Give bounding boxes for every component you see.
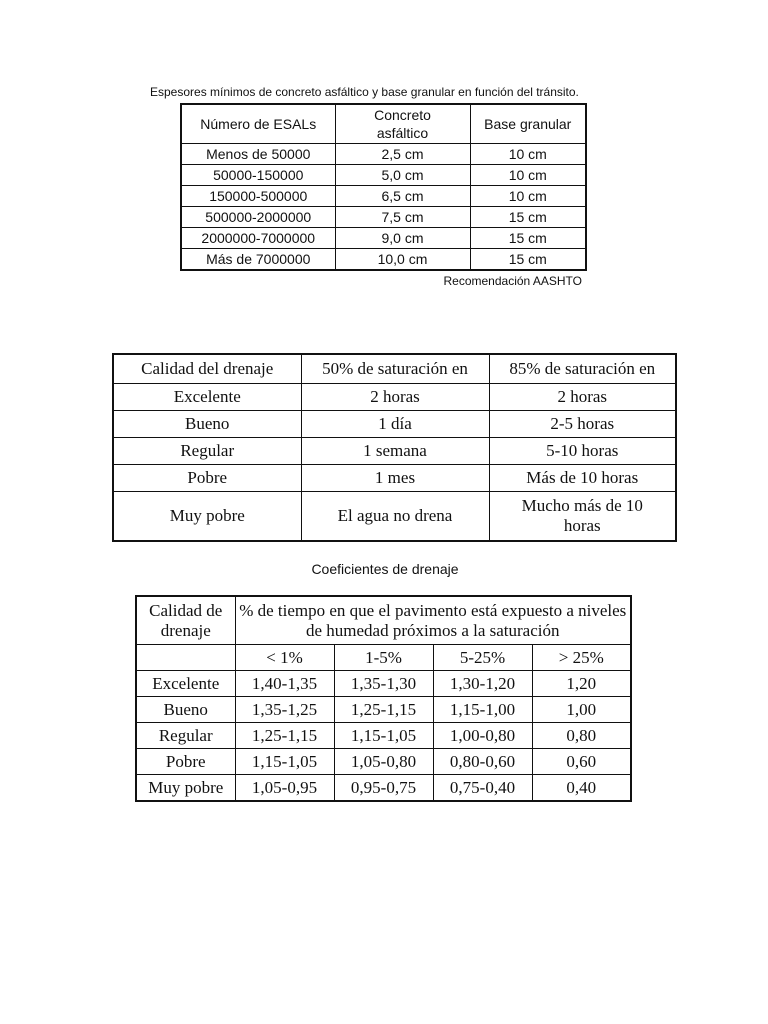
table-cell: Pobre	[113, 465, 301, 492]
table-cell: 0,75-0,40	[433, 775, 532, 802]
table-cell: 2,5 cm	[335, 144, 470, 165]
table-cell: 7,5 cm	[335, 207, 470, 228]
table-cell: 10 cm	[470, 144, 586, 165]
table-cell: 0,80	[532, 723, 631, 749]
table-header-row	[181, 104, 586, 144]
table-cell: Regular	[136, 723, 235, 749]
table-cell: Más de 10 horas	[489, 465, 676, 492]
table-cell: Excelente	[136, 671, 235, 697]
table-cell: El agua no drena	[301, 492, 489, 542]
table-row	[113, 411, 676, 438]
table-cell: 2 horas	[489, 384, 676, 411]
table-cell: 15 cm	[470, 228, 586, 249]
table-cell: 1,00-0,80	[433, 723, 532, 749]
table-cell: 50000-150000	[181, 165, 335, 186]
table-cell: 5,0 cm	[335, 165, 470, 186]
table-header-row	[136, 596, 631, 645]
table-cell: 1,35-1,25	[235, 697, 334, 723]
table-cell: Menos de 50000	[181, 144, 335, 165]
table-cell: 6,5 cm	[335, 186, 470, 207]
table-row	[181, 228, 586, 249]
table-row	[136, 775, 631, 802]
table-cell: 1,05-0,80	[334, 749, 433, 775]
header-cell: Concreto asfáltico	[335, 104, 470, 144]
table-cell: Regular	[113, 438, 301, 465]
header-cell: 85% de saturación en	[489, 354, 676, 384]
table-cell: Bueno	[136, 697, 235, 723]
esal-thickness-table	[180, 103, 587, 271]
table-row	[113, 384, 676, 411]
subheader-cell: 5-25%	[433, 645, 532, 671]
table-cell: 1,40-1,35	[235, 671, 334, 697]
table-row	[181, 165, 586, 186]
table-cell: 10 cm	[470, 186, 586, 207]
esal-table-caption: Espesores mínimos de concreto asfáltico y base granular en función del tránsito.	[150, 85, 579, 99]
table-cell: 2-5 horas	[489, 411, 676, 438]
table-cell: Excelente	[113, 384, 301, 411]
table-cell: 15 cm	[470, 207, 586, 228]
table-cell: 1,35-1,30	[334, 671, 433, 697]
table-cell: 10,0 cm	[335, 249, 470, 271]
table-cell: 0,60	[532, 749, 631, 775]
table-row	[181, 186, 586, 207]
table-row	[181, 249, 586, 271]
table-row	[136, 749, 631, 775]
table-cell: 1,15-1,00	[433, 697, 532, 723]
table-cell: 1,15-1,05	[235, 749, 334, 775]
table-cell: 1,25-1,15	[235, 723, 334, 749]
subheader-cell: < 1%	[235, 645, 334, 671]
table-cell: 1,05-0,95	[235, 775, 334, 802]
header-cell: Número de ESALs	[181, 104, 335, 144]
table-cell: 15 cm	[470, 249, 586, 271]
table-cell: Mucho más de 10 horas	[489, 492, 676, 542]
table-cell: Muy pobre	[136, 775, 235, 802]
table-cell: 1 mes	[301, 465, 489, 492]
drainage-time-table	[112, 353, 677, 542]
table-subheader-row	[136, 645, 631, 671]
header-cell-quality: Calidad de drenaje	[136, 596, 235, 645]
table-row	[113, 465, 676, 492]
table-cell: 500000-2000000	[181, 207, 335, 228]
table-cell: 1 semana	[301, 438, 489, 465]
table-row	[113, 438, 676, 465]
table-cell: 5-10 horas	[489, 438, 676, 465]
drainage-coefficients-table	[135, 595, 632, 802]
header-cell: Base granular	[470, 104, 586, 144]
table-row	[136, 723, 631, 749]
table-row	[113, 492, 676, 542]
table-cell: 9,0 cm	[335, 228, 470, 249]
table-cell-empty	[136, 645, 235, 671]
table-row	[181, 144, 586, 165]
table-cell: 1,20	[532, 671, 631, 697]
header-cell: 50% de saturación en	[301, 354, 489, 384]
table-cell: Bueno	[113, 411, 301, 438]
table-cell: 0,80-0,60	[433, 749, 532, 775]
table-cell: 0,40	[532, 775, 631, 802]
table-row	[136, 671, 631, 697]
subheader-cell: > 25%	[532, 645, 631, 671]
table-cell: 2 horas	[301, 384, 489, 411]
table-cell: Más de 7000000	[181, 249, 335, 271]
table-row	[136, 697, 631, 723]
coef-table-caption: Coeficientes de drenaje	[311, 561, 459, 577]
header-cell-percent-time: % de tiempo en que el pavimento está expuesto a niveles de humedad próximos a la saturación	[235, 596, 631, 645]
subheader-cell: 1-5%	[334, 645, 433, 671]
table-cell: 1,30-1,20	[433, 671, 532, 697]
table-cell: 1,00	[532, 697, 631, 723]
table-cell: Muy pobre	[113, 492, 301, 542]
header-cell: Calidad del drenaje	[113, 354, 301, 384]
table-cell: 1,15-1,05	[334, 723, 433, 749]
esal-table-source: Recomendación AASHTO	[443, 274, 582, 288]
table-cell: Pobre	[136, 749, 235, 775]
table-cell: 1 día	[301, 411, 489, 438]
table-row	[181, 207, 586, 228]
table-header-row	[113, 354, 676, 384]
table-cell: 10 cm	[470, 165, 586, 186]
table-cell: 0,95-0,75	[334, 775, 433, 802]
table-cell: 2000000-7000000	[181, 228, 335, 249]
table-cell: 150000-500000	[181, 186, 335, 207]
table-cell: 1,25-1,15	[334, 697, 433, 723]
